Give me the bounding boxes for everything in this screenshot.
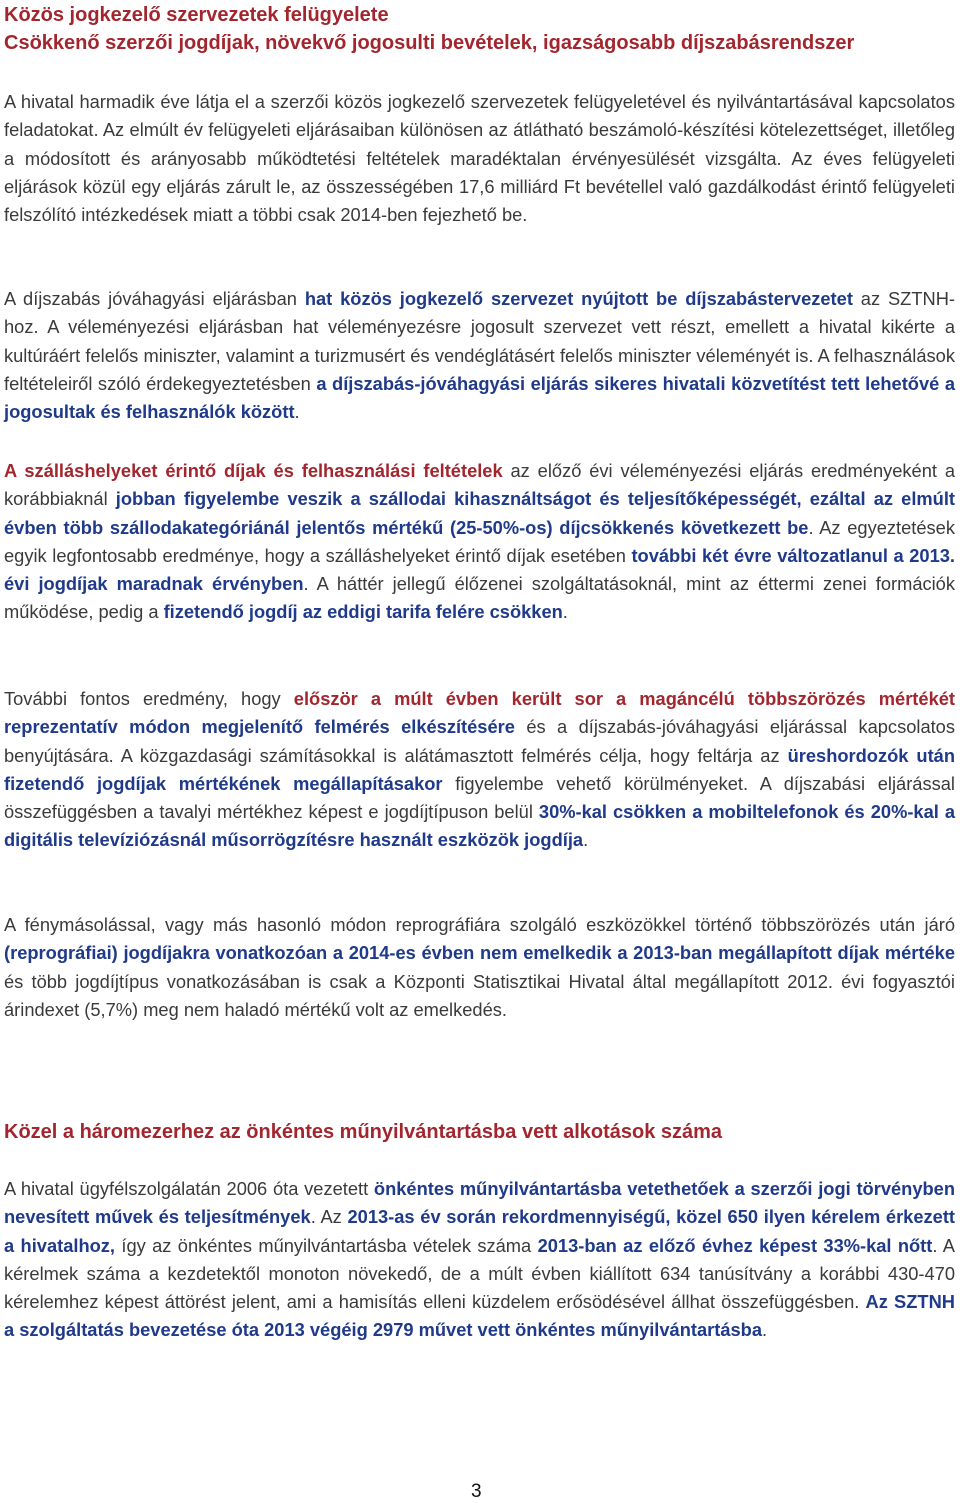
paragraph-text: . [562, 601, 568, 623]
paragraph-text: . [294, 401, 300, 423]
highlighted-text: üreshordozók után fizetendő jogdíjak mértékének megállapításakor [4, 744, 955, 794]
paragraph-text: . [583, 829, 589, 851]
paragraph-text: . Az [310, 1206, 348, 1228]
paragraph-text: További fontos eredmény, hogy [4, 688, 294, 709]
highlighted-text: jobban figyelembe veszik a szállodai kihasználtságot és teljesítőképességét, ezáltal az elmúlt évben több szállodakategóriánál jelentős mértékű (25-50%-os) díjcsökkenés következett be [4, 488, 955, 538]
page-subtitle: Csökkenő szerzői jogdíjak, növekvő jogosulti bevételek, igazságosabb díjszabásrendszer [4, 32, 855, 54]
page-number: 3 [471, 1481, 482, 1502]
paragraph-private-copying [4, 685, 955, 855]
paragraph-text: A hivatal harmadik éve látja el a szerzői közös jogkezelő szervezetek felügyeletével és nyilvántartásával kapcsolatos feladatokat. Az elmúlt év felügyeleti eljárásaiban különösen az átlátható beszámoló-készítési kötelezettséget, illetőleg a módosított és arányosabb működtetési feltételek maradéktalan érvényesülését vizsgálta. Az éves felügyeleti eljárások közül egy eljárás zárult le, az összességében 17,6 milliárd Ft bevétellel való gazdálkodást érintő felügyeleti felszólító intézkedések miatt a többi csak 2014-ben fejezhető be. [4, 91, 955, 226]
paragraph-tariff-approval [4, 285, 955, 426]
highlighted-text-red: A szálláshelyeket érintő díjak és felhasználási feltételek [4, 460, 503, 481]
paragraph-text: az SZTNH-hoz. A véleményezési eljárásban hat véleményezésre jogosult szervezet vett részt, emellett a hivatal kikérte a kultúráért felelős miniszter, valamint a turizmusért és vendéglátásért felelős miniszter véleményét is. A felhasználások feltételeiről szóló érdekegyeztetésben [4, 288, 955, 394]
highlighted-text: (reprográfiai) jogdíjakra vonatkozóan a 2014-es évben nem emelkedik a 2013-ban megállapított díjak mértéke [4, 942, 955, 964]
highlighted-text: önkéntes műnyilvántartásba vetethetőek a szerzői jogi törvényben nevesített művek és teljesítmények [4, 1178, 956, 1228]
paragraph-reprography [4, 911, 955, 1024]
paragraph-text: A hivatal ügyfélszolgálatán 2006 óta vezetett [4, 1178, 374, 1199]
paragraph-text: . Az egyeztetések egyik legfontosabb eredménye, hogy a szálláshelyeket érintő díjak esetében [4, 516, 955, 566]
highlighted-text: 2013-ban az előző évhez képest 33%-kal nőtt [537, 1234, 933, 1256]
page-title: Közös jogkezelő szervezetek felügyelete [4, 4, 389, 26]
paragraph-text: . A háttér jellegű élőzenei szolgáltatásoknál, mint az éttermi zenei formációk működése, pedig a [4, 573, 955, 623]
paragraph-text: . [762, 1319, 768, 1341]
highlighted-text-red: először a múlt évben került sor a magáncélú többszörözés mértékét [293, 688, 955, 709]
highlighted-text: további két évre változatlanul a 2013. évi jogdíjak maradnak érvényben [4, 544, 955, 595]
paragraph-text: és több jogdíjtípus vonatkozásában is csak a Központi Statisztikai Hivatal által megállapított 2012. évi fogyasztói árindexet (5,7%) meg nem haladó mértékű volt az emelkedés. [4, 970, 955, 1020]
paragraph-work-registry [4, 1175, 955, 1345]
section-heading: Közel a háromezerhez az önkéntes műnyilvántartásba vett alkotások száma [4, 1121, 723, 1143]
highlighted-text: reprezentatív módon megjelenítő felmérés elkészítésére [4, 716, 515, 738]
paragraph-text: és a díjszabás-jóváhagyási eljárással kapcsolatos benyújtására. A közgazdasági számításokkal is alátámasztott felmérés célja, hogy feltárja az [4, 716, 955, 766]
highlighted-text: 2013-as év során rekordmennyiségű, közel 650 ilyen kérelem érkezett a hivatalhoz, [4, 1206, 955, 1256]
highlighted-text: Az SZTNH a szolgáltatás bevezetése óta 2013 végéig 2979 művet vett önkéntes műnyilvántartásba [4, 1291, 955, 1341]
paragraph-text: figyelembe vehető körülményeket. A díjszabási eljárással összefüggésben a tavalyi mértékhez képest e jogdíjtípuson belül [4, 772, 955, 823]
paragraph-text: így az önkéntes műnyilvántartásba vételek száma [115, 1234, 538, 1256]
paragraph-text: . A kérelmek száma a kezdetektől monoton növekedő, de a múlt évben kiállított 634 tanúsítvány a korábbi 430-470 kérelemhez képest áttörést jelent, ami a hamisítás elleni küzdelem erősödésével állhat összefüggésben. [4, 1234, 956, 1313]
paragraph-text: az előző évi véleményezési eljárás eredményeként a korábbiaknál [4, 460, 955, 510]
paragraph-text: A fénymásolással, vagy más hasonló módon reprográfiára szolgáló eszközökkel történő többszörözés után járó [4, 914, 955, 935]
highlighted-text: 30%-kal csökken a mobiltelefonok és 20%-kal a digitális televíziózásnál műsorrögzítésre használt eszközök jogdíja [4, 801, 956, 851]
paragraph-supervision [4, 88, 955, 229]
paragraph-accommodation [4, 457, 955, 627]
highlighted-text: hat közös jogkezelő szervezet nyújtott be díjszabástervezetet [304, 288, 853, 309]
paragraph-text: A díjszabás jóváhagyási eljárásban [4, 288, 305, 309]
highlighted-text: a díjszabás-jóváhagyási eljárás sikeres hivatali közvetítést tett lehetővé a jogosultak és felhasználók között [4, 372, 955, 423]
highlighted-text: fizetendő jogdíj az eddigi tarifa felére csökken [163, 601, 563, 623]
